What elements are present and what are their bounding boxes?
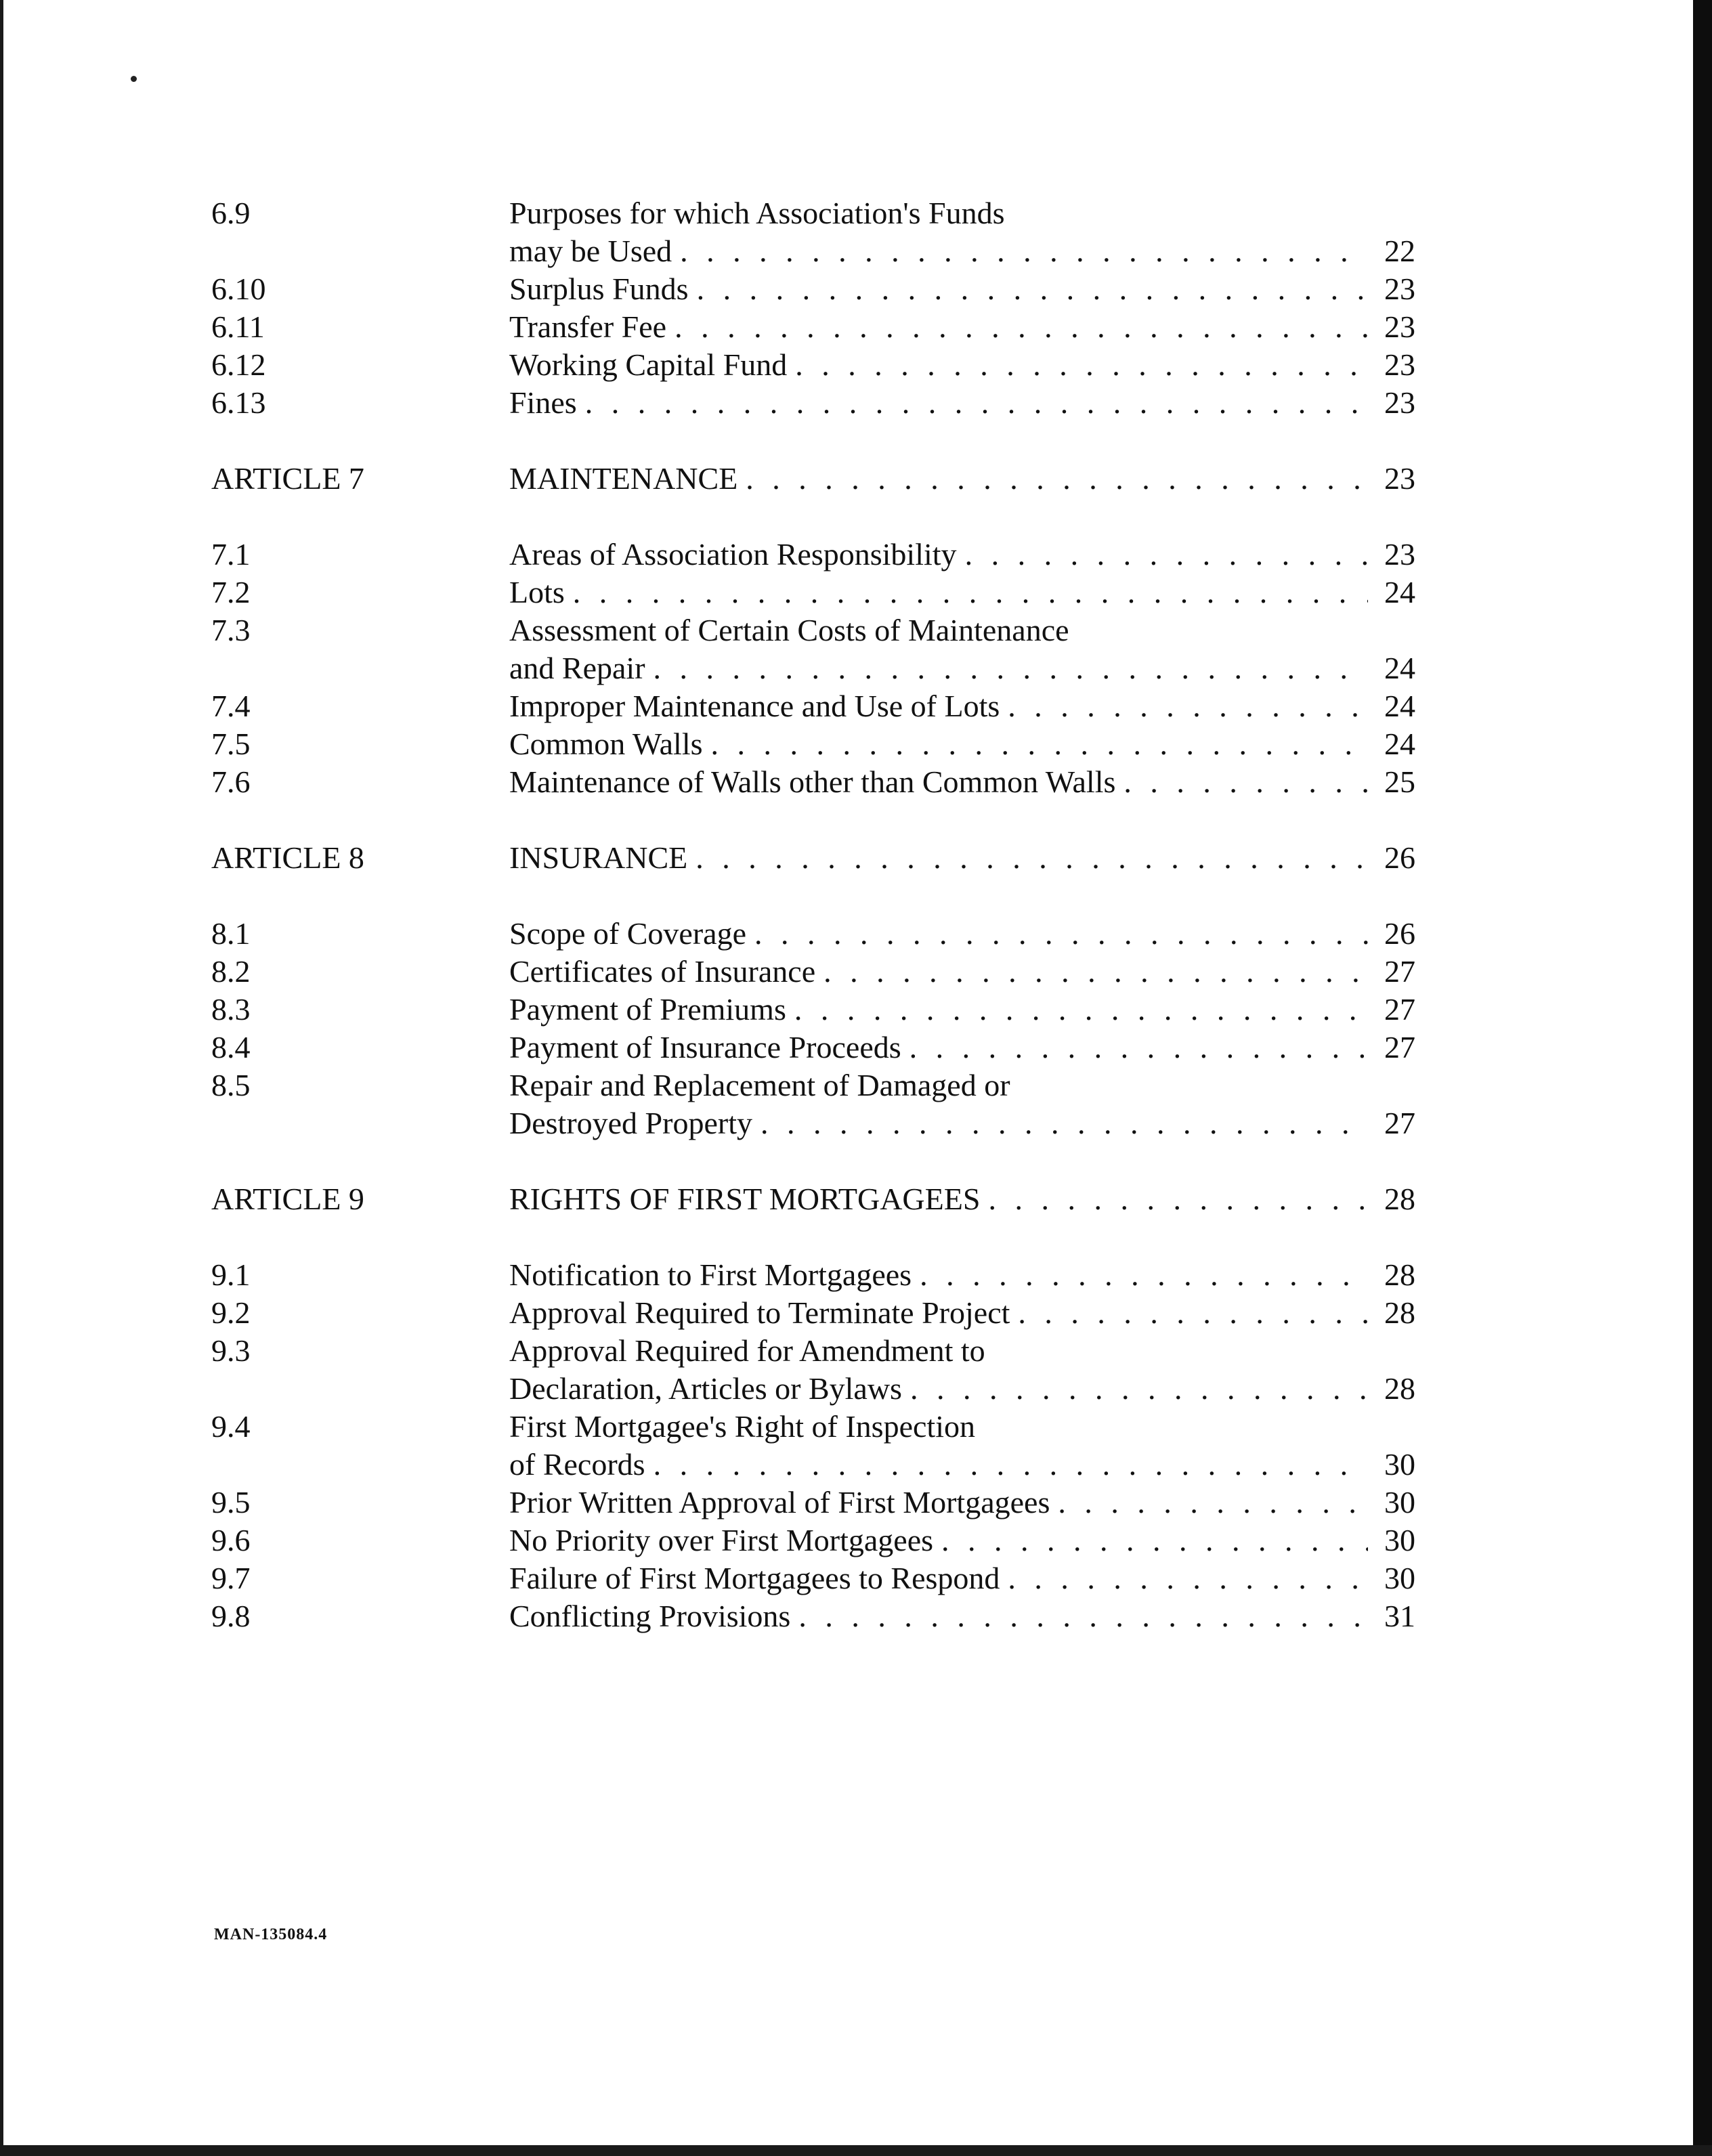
dot-leader xyxy=(1124,762,1368,802)
page-number: 23 xyxy=(1384,461,1415,496)
section-number: 9.8 xyxy=(211,1599,251,1633)
toc-entry-8-3 xyxy=(0,989,1712,1030)
toc-entry-8-2 xyxy=(0,951,1712,992)
toc-article-9 xyxy=(0,1179,1712,1220)
dot-leader xyxy=(711,724,1368,764)
page-number: 30 xyxy=(1384,1523,1415,1557)
dot-leader xyxy=(910,1368,1368,1409)
section-number: 8.3 xyxy=(211,992,251,1027)
toc-entry-8-5 xyxy=(0,1065,1712,1106)
section-title-line1: Repair and Replacement of Damaged or xyxy=(509,1068,1010,1102)
section-number: 9.5 xyxy=(211,1485,251,1519)
dot-leader xyxy=(761,1103,1368,1144)
page-number: 27 xyxy=(1384,1030,1415,1064)
section-title: Notification to First Mortgagees xyxy=(509,1257,912,1292)
dot-leader xyxy=(675,307,1368,347)
page-number: 28 xyxy=(1384,1257,1415,1292)
toc-entry-9-7 xyxy=(0,1558,1712,1599)
page-number: 30 xyxy=(1384,1561,1415,1595)
article-number: ARTICLE 8 xyxy=(211,840,364,875)
page-number: 28 xyxy=(1384,1371,1415,1406)
toc-entry-6-13 xyxy=(0,383,1712,423)
page-number: 28 xyxy=(1384,1295,1415,1330)
toc-entry-9-4 xyxy=(0,1406,1712,1447)
article-number: ARTICLE 9 xyxy=(211,1182,364,1216)
page-number: 22 xyxy=(1384,234,1415,268)
dot-leader xyxy=(920,1255,1368,1295)
toc-entry-6-9-cont xyxy=(0,231,1712,272)
section-title: Areas of Association Responsibility xyxy=(509,537,957,572)
section-title: of Records xyxy=(509,1447,645,1482)
page-number: 27 xyxy=(1384,954,1415,989)
article-title: MAINTENANCE xyxy=(509,461,738,496)
section-number: 9.2 xyxy=(211,1295,251,1330)
toc-entry-9-8 xyxy=(0,1596,1712,1637)
section-title: Maintenance of Walls other than Common Walls xyxy=(509,764,1116,799)
section-number: 7.5 xyxy=(211,727,251,761)
dot-leader xyxy=(696,838,1368,878)
section-title: Payment of Premiums xyxy=(509,992,786,1027)
page-number: 24 xyxy=(1384,727,1415,761)
toc-entry-8-5-cont xyxy=(0,1103,1712,1144)
dot-leader xyxy=(941,1520,1368,1561)
section-number: 7.1 xyxy=(211,537,251,572)
section-title: may be Used xyxy=(509,234,672,268)
page-number: 23 xyxy=(1384,309,1415,344)
section-number: 6.9 xyxy=(211,196,251,230)
toc-entry-8-4 xyxy=(0,1027,1712,1068)
page-number: 23 xyxy=(1384,347,1415,382)
dot-leader xyxy=(823,951,1368,992)
section-title: and Repair xyxy=(509,651,645,685)
page-number: 30 xyxy=(1384,1447,1415,1482)
section-title: Approval Required to Terminate Project xyxy=(509,1295,1010,1330)
toc-entry-6-10 xyxy=(0,269,1712,309)
toc-entry-9-3 xyxy=(0,1331,1712,1371)
section-title-line1: First Mortgagee's Right of Inspection xyxy=(509,1409,975,1444)
section-title: Working Capital Fund xyxy=(509,347,788,382)
toc-entry-7-3-cont xyxy=(0,648,1712,689)
section-number: 6.11 xyxy=(211,309,265,344)
toc-entry-7-5 xyxy=(0,724,1712,764)
page-number: 28 xyxy=(1384,1182,1415,1216)
toc-entry-9-6 xyxy=(0,1520,1712,1561)
section-number: 8.1 xyxy=(211,916,251,951)
page-number: 27 xyxy=(1384,1106,1415,1140)
section-title: Transfer Fee xyxy=(509,309,667,344)
section-title: Common Walls xyxy=(509,727,703,761)
dot-leader xyxy=(909,1027,1368,1068)
dot-leader xyxy=(988,1179,1368,1220)
section-number: 7.2 xyxy=(211,575,251,609)
dot-leader xyxy=(794,989,1368,1030)
page-number: 27 xyxy=(1384,992,1415,1027)
section-number: 9.4 xyxy=(211,1409,251,1444)
page-number: 30 xyxy=(1384,1485,1415,1519)
toc-entry-7-4 xyxy=(0,686,1712,727)
section-title: No Priority over First Mortgagees xyxy=(509,1523,934,1557)
section-number: 9.3 xyxy=(211,1333,251,1368)
section-number: 8.4 xyxy=(211,1030,251,1064)
section-number: 8.5 xyxy=(211,1068,251,1102)
toc-entry-7-3 xyxy=(0,610,1712,651)
toc-entry-7-1 xyxy=(0,534,1712,575)
section-title: Conflicting Provisions xyxy=(509,1599,791,1633)
toc-entry-9-3-cont xyxy=(0,1368,1712,1409)
section-title: Surplus Funds xyxy=(509,272,689,306)
section-title: Lots xyxy=(509,575,565,609)
section-number: 7.4 xyxy=(211,689,251,723)
section-title: Improper Maintenance and Use of Lots xyxy=(509,689,1000,723)
dot-leader xyxy=(654,648,1368,689)
section-title: Scope of Coverage xyxy=(509,916,746,951)
page-number: 23 xyxy=(1384,537,1415,572)
toc-entry-6-9 xyxy=(0,193,1712,234)
page-number: 31 xyxy=(1384,1599,1415,1633)
dot-leader xyxy=(798,1596,1368,1637)
dot-leader xyxy=(1018,1293,1368,1333)
page-number: 24 xyxy=(1384,651,1415,685)
page-number: 24 xyxy=(1384,575,1415,609)
toc-entry-7-2 xyxy=(0,572,1712,613)
document-id: MAN-135084.4 xyxy=(214,1926,328,1943)
toc-entry-7-6 xyxy=(0,762,1712,802)
section-title-line1: Purposes for which Association's Funds xyxy=(509,196,1005,230)
section-number: 8.2 xyxy=(211,954,251,989)
section-title: Fines xyxy=(509,385,577,420)
page-number: 23 xyxy=(1384,272,1415,306)
article-number: ARTICLE 7 xyxy=(211,461,364,496)
section-number: 6.12 xyxy=(211,347,266,382)
toc-article-8 xyxy=(0,838,1712,878)
dot-leader xyxy=(795,345,1368,385)
toc-entry-9-1 xyxy=(0,1255,1712,1295)
dot-leader xyxy=(654,1444,1368,1485)
section-number: 9.6 xyxy=(211,1523,251,1557)
section-number: 7.6 xyxy=(211,764,251,799)
section-title: Payment of Insurance Proceeds xyxy=(509,1030,901,1064)
dot-leader xyxy=(697,269,1368,309)
dot-leader xyxy=(1058,1482,1368,1523)
toc-article-7 xyxy=(0,458,1712,499)
section-number: 7.3 xyxy=(211,613,251,647)
dot-leader xyxy=(680,231,1368,272)
section-title: Certificates of Insurance xyxy=(509,954,816,989)
page-number: 26 xyxy=(1384,916,1415,951)
section-title-line1: Approval Required for Amendment to xyxy=(509,1333,985,1368)
dot-leader xyxy=(965,534,1368,575)
section-number: 9.1 xyxy=(211,1257,251,1292)
section-title: Declaration, Articles or Bylaws xyxy=(509,1371,902,1406)
toc-entry-9-2 xyxy=(0,1293,1712,1333)
dot-leader xyxy=(585,383,1368,423)
section-number: 6.10 xyxy=(211,272,266,306)
section-title: Failure of First Mortgagees to Respond xyxy=(509,1561,1000,1595)
toc-entry-6-11 xyxy=(0,307,1712,347)
section-number: 6.13 xyxy=(211,385,266,420)
page-number: 26 xyxy=(1384,840,1415,875)
article-title: INSURANCE xyxy=(509,840,688,875)
page-number: 23 xyxy=(1384,385,1415,420)
toc-entry-9-5 xyxy=(0,1482,1712,1523)
dot-leader xyxy=(1008,1558,1368,1599)
page-number: 25 xyxy=(1384,764,1415,799)
dot-leader xyxy=(746,458,1368,499)
dot-leader xyxy=(1008,686,1368,727)
page-number: 24 xyxy=(1384,689,1415,723)
section-title: Destroyed Property xyxy=(509,1106,752,1140)
section-title-line1: Assessment of Certain Costs of Maintenance xyxy=(509,613,1069,647)
dot-leader xyxy=(573,572,1368,613)
dot-leader xyxy=(754,913,1368,954)
toc-entry-9-4-cont xyxy=(0,1444,1712,1485)
section-title: Prior Written Approval of First Mortgagees xyxy=(509,1485,1050,1519)
toc-entry-6-12 xyxy=(0,345,1712,385)
section-number: 9.7 xyxy=(211,1561,251,1595)
article-title: RIGHTS OF FIRST MORTGAGEES xyxy=(509,1182,981,1216)
toc-entry-8-1 xyxy=(0,913,1712,954)
